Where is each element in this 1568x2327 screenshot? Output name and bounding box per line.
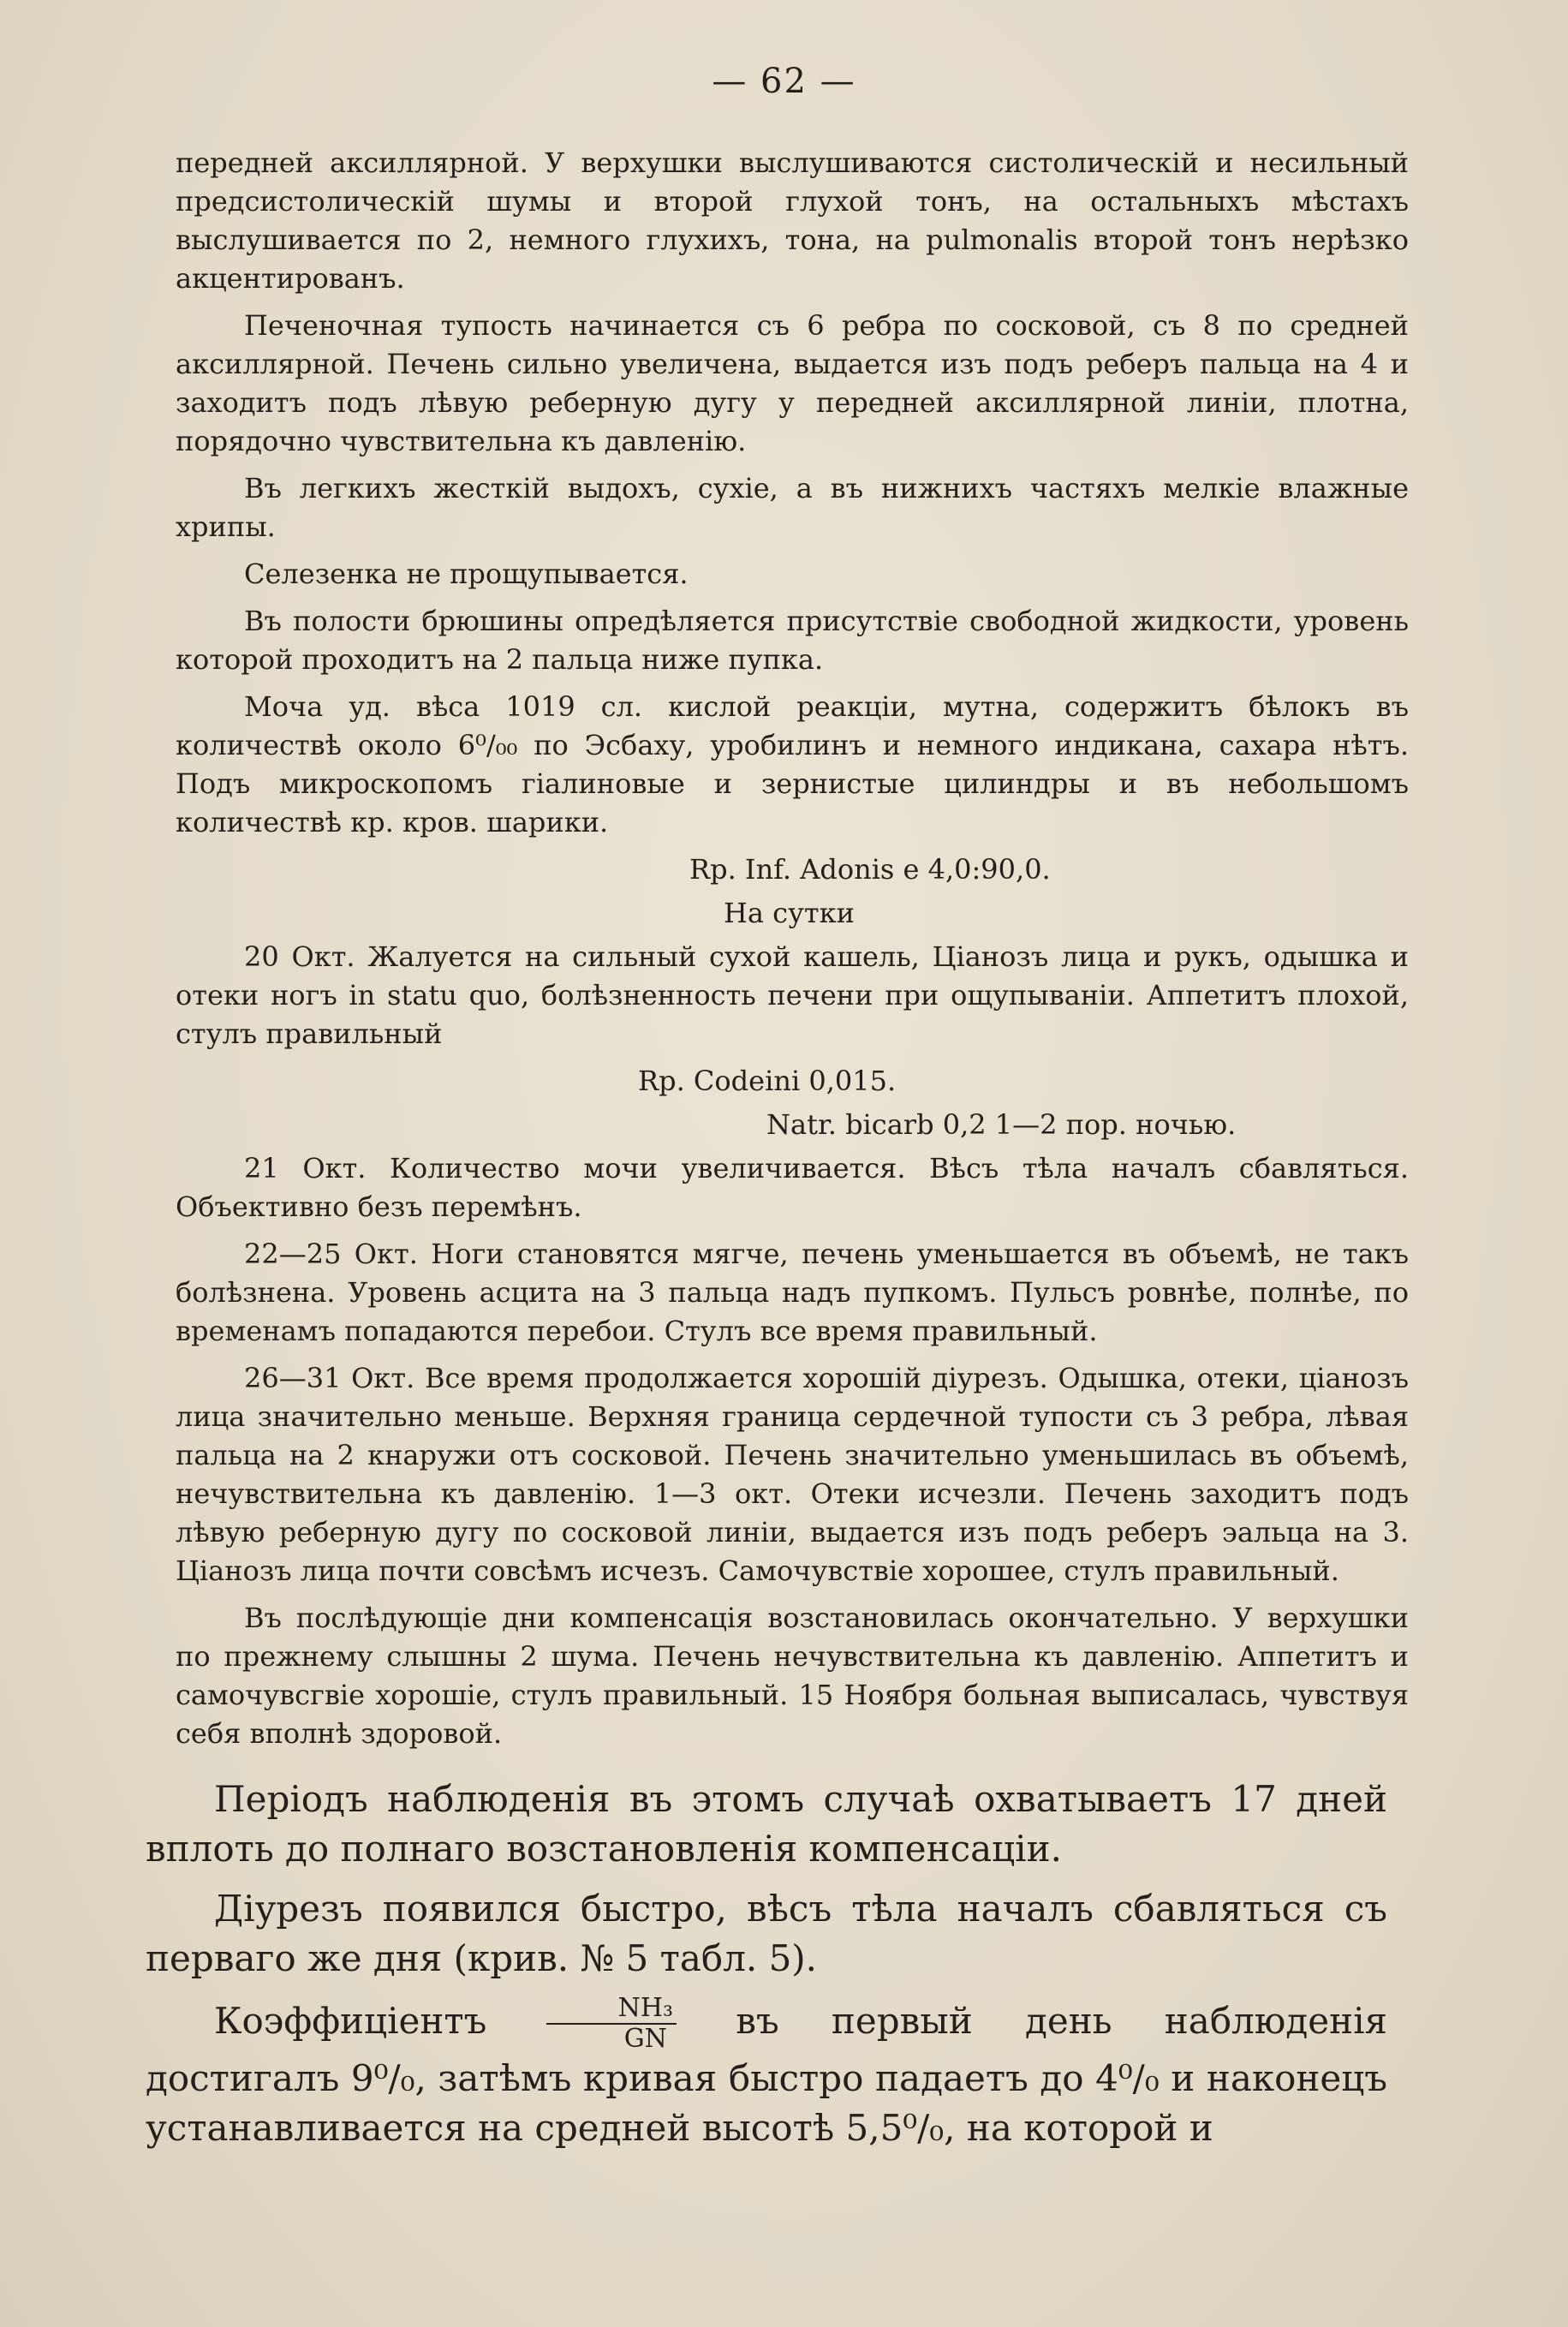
prescription-note: На сутки bbox=[724, 897, 855, 929]
paragraph: 22—25 Окт. Ноги становятся мягче, печень уменьшается въ объемѣ, не такъ болѣзнена. Уровень асцита на 3 пальца надъ пупкомъ. Пульсъ ровнѣе, полнѣе, по временамъ попадаются перебои. Стулъ все время правильный. bbox=[176, 1238, 1409, 1347]
paragraph: 21 Окт. Количество мочи увеличивается. Вѣсъ тѣла началъ сбавляться. Объективно безъ перемѣнъ. bbox=[176, 1152, 1409, 1223]
prescription-note: Natr. bicarb 0,2 1—2 пор. ночью. bbox=[766, 1108, 1237, 1141]
paragraph: Печеночная тупость начинается съ 6 ребра по сосковой, съ 8 по средней аксиллярной. Печень сильно увеличена, выдается изъ подъ реберъ пальца на 4 и заходитъ подъ лѣвую реберную дугу у передней аксиллярной линіи, плотна, порядочно чувствительна къ давленію. bbox=[176, 309, 1409, 457]
paragraph: Въ послѣдующіе дни компенсація возстановилась окончательно. У верхушки по прежнему слышны 2 шума. Печень нечувствительна къ давленію. Аппетитъ и самочувсгвіе хорошіе, стулъ правильный. 15 Ноября больная выписалась, чувствуя себя вполнѣ здоровой. bbox=[176, 1602, 1409, 1750]
summary-text bbox=[146, 1775, 1387, 2163]
coefficient-text: въ первый день наблюденія достигалъ 9⁰/₀, затѣмъ кривая быстро падаетъ до 4⁰/₀ и наконецъ устанавливается на средней высотѣ 5,5⁰/₀, на которой и bbox=[146, 2000, 1388, 2149]
fraction-numerator: NH₃ bbox=[546, 1994, 677, 2025]
paragraph: Селезенка не прощупывается. bbox=[244, 558, 689, 590]
summary-paragraph: Періодъ наблюденія въ этомъ случаѣ охватываетъ 17 дней вплоть до полнаго возстановленія компенсаціи. bbox=[146, 1778, 1387, 1870]
prescription: Rp. Inf. Adonis e 4,0:90,0. bbox=[689, 853, 1051, 886]
paragraph: 20 Окт. Жалуется на сильный сухой кашель, Ціанозъ лица и рукъ, одышка и отеки ногъ in statu quo, болѣзненность печени при ощупываніи. Аппетитъ плохой, стулъ правильный bbox=[176, 940, 1409, 1050]
paragraph: 26—31 Окт. Все время продолжается хорошій діурезъ. Одышка, отеки, ціанозъ лица значительно меньше. Верхняя граница сердечной тупости съ 3 ребра, лѣвая пальца на 2 кнаружи отъ сосковой. Печень значительно уменьшилась въ объемѣ, нечувствительна къ давленію. 1—3 окт. Отеки исчезли. Печень заходитъ подъ лѣвую реберную дугу по сосковой линіи, выдается изъ подъ реберъ эальца на 3. Ціанозъ лица почти совсѣмъ исчезъ. Самочувствіе хорошее, стулъ правильный. bbox=[176, 1362, 1409, 1587]
coefficient-paragraph bbox=[146, 1994, 1387, 2153]
summary-paragraph: Діурезъ появился быстро, вѣсъ тѣла началъ сбавляться съ перваго же дня (крив. № 5 табл. 5). bbox=[146, 1888, 1387, 1979]
paragraph: Въ легкихъ жесткій выдохъ, сухіе, а въ нижнихъ частяхъ мелкіе влажные хрипы. bbox=[176, 472, 1409, 543]
fraction bbox=[546, 1994, 677, 2054]
paragraph: передней аксиллярной. У верхушки выслушиваются систолическій и несильный предсистолическій шумы и второй глухой тонъ, на остальныхъ мѣстахъ выслушивается по 2, немного глухихъ, тона, на pulmonalis второй тонъ нерѣзко акцентированъ. bbox=[176, 146, 1409, 295]
body-text bbox=[176, 144, 1409, 1762]
paragraph: Моча уд. вѣса 1019 сл. кислой реакціи, мутна, содержитъ бѣлокъ въ количествѣ около 6⁰/₀₀ по Эсбаху, уробилинъ и немного индикана, сахара нѣтъ. Подъ микроскопомъ гіалиновые и зернистые цилиндры и въ небольшомъ количествѣ кр. кров. шарики. bbox=[176, 690, 1409, 838]
paragraph: Въ полости брюшины опредѣляется присутствіе свободной жидкости, уровень которой проходитъ на 2 пальца ниже пупка. bbox=[176, 605, 1409, 676]
page-number: — 62 — bbox=[712, 62, 856, 101]
prescription: Rp. Codeini 0,015. bbox=[638, 1065, 897, 1097]
fraction-denominator: GN bbox=[623, 2024, 667, 2054]
coefficient-label: Коэффиціентъ bbox=[214, 2000, 487, 2042]
